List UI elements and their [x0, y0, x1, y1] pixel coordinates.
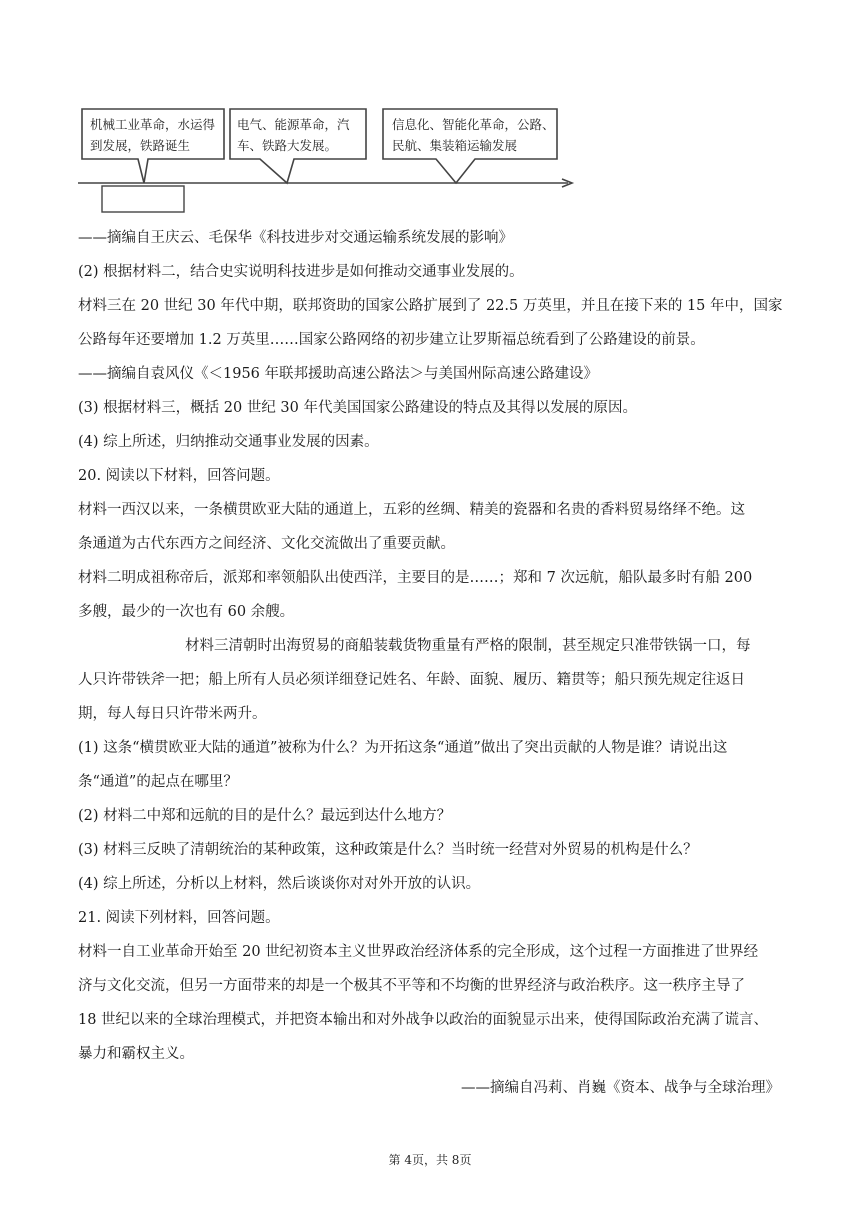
question-20-heading: 20. 阅读以下材料，回答问题。: [78, 468, 280, 484]
callout-2-text: 电气、能源革命，汽 车、铁路大发展。: [237, 117, 350, 153]
q20-material-3-line-2: 人只许带铁斧一把；船上所有人员必须详细登记姓名、年龄、面貌、履历、籍贯等；船只预先规定往返日: [78, 672, 745, 688]
q20-question-4-line: (4) 综上所述，分析以上材料，然后谈谈你对对外开放的认识。: [78, 876, 481, 892]
q20-material-3-line-3: 期，每人每日只许带米两升。: [78, 706, 267, 722]
material-3-line-2: 公路每年还要增加 1.2 万英里……国家公路网络的初步建立让罗斯福总统看到了公路建设的前景。: [78, 332, 705, 348]
q20-material-1-line-1: 材料一西汉以来，一条横贯欧亚大陆的通道上，五彩的丝绸、精美的瓷器和名贵的香料贸易络绎不绝。这: [78, 502, 745, 518]
q21-material-1-line-4: 暴力和霸权主义。: [78, 1046, 194, 1062]
q21-material-1-line-3: 18 世纪以来的全球治理模式，并把资本输出和对外战争以政治的面貌显示出来，使得国际政治充满了谎言、: [78, 1012, 769, 1028]
q20-material-2-line-1: 材料二明成祖称帝后，派郑和率领船队出使西洋，主要目的是……；郑和 7 次远航，船队最多时有船 200: [78, 570, 753, 586]
material-3-line-1: 材料三在 20 世纪 30 年代中期，联邦资助的国家公路扩展到了 22.5 万英里，并且在接下来的 15 年中，国家: [78, 298, 783, 314]
callout-3-text: 信息化、智能化革命，公路、 民航、集装箱运输发展: [392, 117, 555, 153]
q20-material-1-line-2: 条通道为古代东西方之间经济、文化交流做出了重要贡献。: [78, 536, 455, 552]
source-citation: ——摘编自冯莉、肖巍《资本、战争与全球治理》: [461, 1080, 780, 1096]
callout-1-text: 机械工业革命，水运得 到发展，铁路诞生: [90, 117, 216, 153]
source-citation: ——摘编自袁风仪《＜1956 年联邦援助高速公路法＞与美国州际高速公路建设》: [78, 366, 599, 382]
page-number: 第 4页，共 8页: [388, 1153, 472, 1167]
q21-material-1-line-2: 济与文化交流，但另一方面带来的却是一个极其不平等和不均衡的世界经济与政治秩序。这一秩序主导了: [78, 978, 745, 994]
blank-answer-box: [102, 186, 184, 212]
q20-question-3-line: (3) 材料三反映了清朝统治的某种政策，这种政策是什么？当时统一经营对外贸易的机构是什么？: [78, 842, 698, 858]
question-21-heading: 21. 阅读下列材料，回答问题。: [78, 910, 280, 926]
timeline-diagram: [70, 95, 590, 225]
q20-question-1-line-1: (1) 这条“横贯欧亚大陆的通道”被称为什么？为开拓这条“通道”做出了突出贡献的人物是谁？请说出这: [78, 740, 728, 756]
q20-material-2-line-2: 多艘，最少的一次也有 60 余艘。: [78, 604, 295, 620]
q20-question-2-line: (2) 材料二中郑和远航的目的是什么？最远到达什么地方？: [78, 808, 452, 824]
question-3-line: (3) 根据材料三，概括 20 世纪 30 年代美国国家公路建设的特点及其得以发展的原因。: [78, 400, 637, 416]
q21-material-1-line-1: 材料一自工业革命开始至 20 世纪初资本主义世界政治经济体系的完全形成，这个过程一方面推进了世界经: [78, 944, 759, 960]
question-4-line: (4) 综上所述，归纳推动交通事业发展的因素。: [78, 434, 379, 450]
source-citation: ——摘编自王庆云、毛保华《科技进步对交通运输系统发展的影响》: [78, 230, 513, 246]
question-2-line: (2) 根据材料二，结合史实说明科技进步是如何推动交通事业发展的。: [78, 264, 524, 280]
q20-question-1-line-2: 条“通道”的起点在哪里？: [78, 774, 238, 790]
q20-material-3-line-1: 材料三清朝时出海贸易的商船装载货物重量有严格的限制，甚至规定只准带铁锅一口，每: [185, 638, 751, 654]
